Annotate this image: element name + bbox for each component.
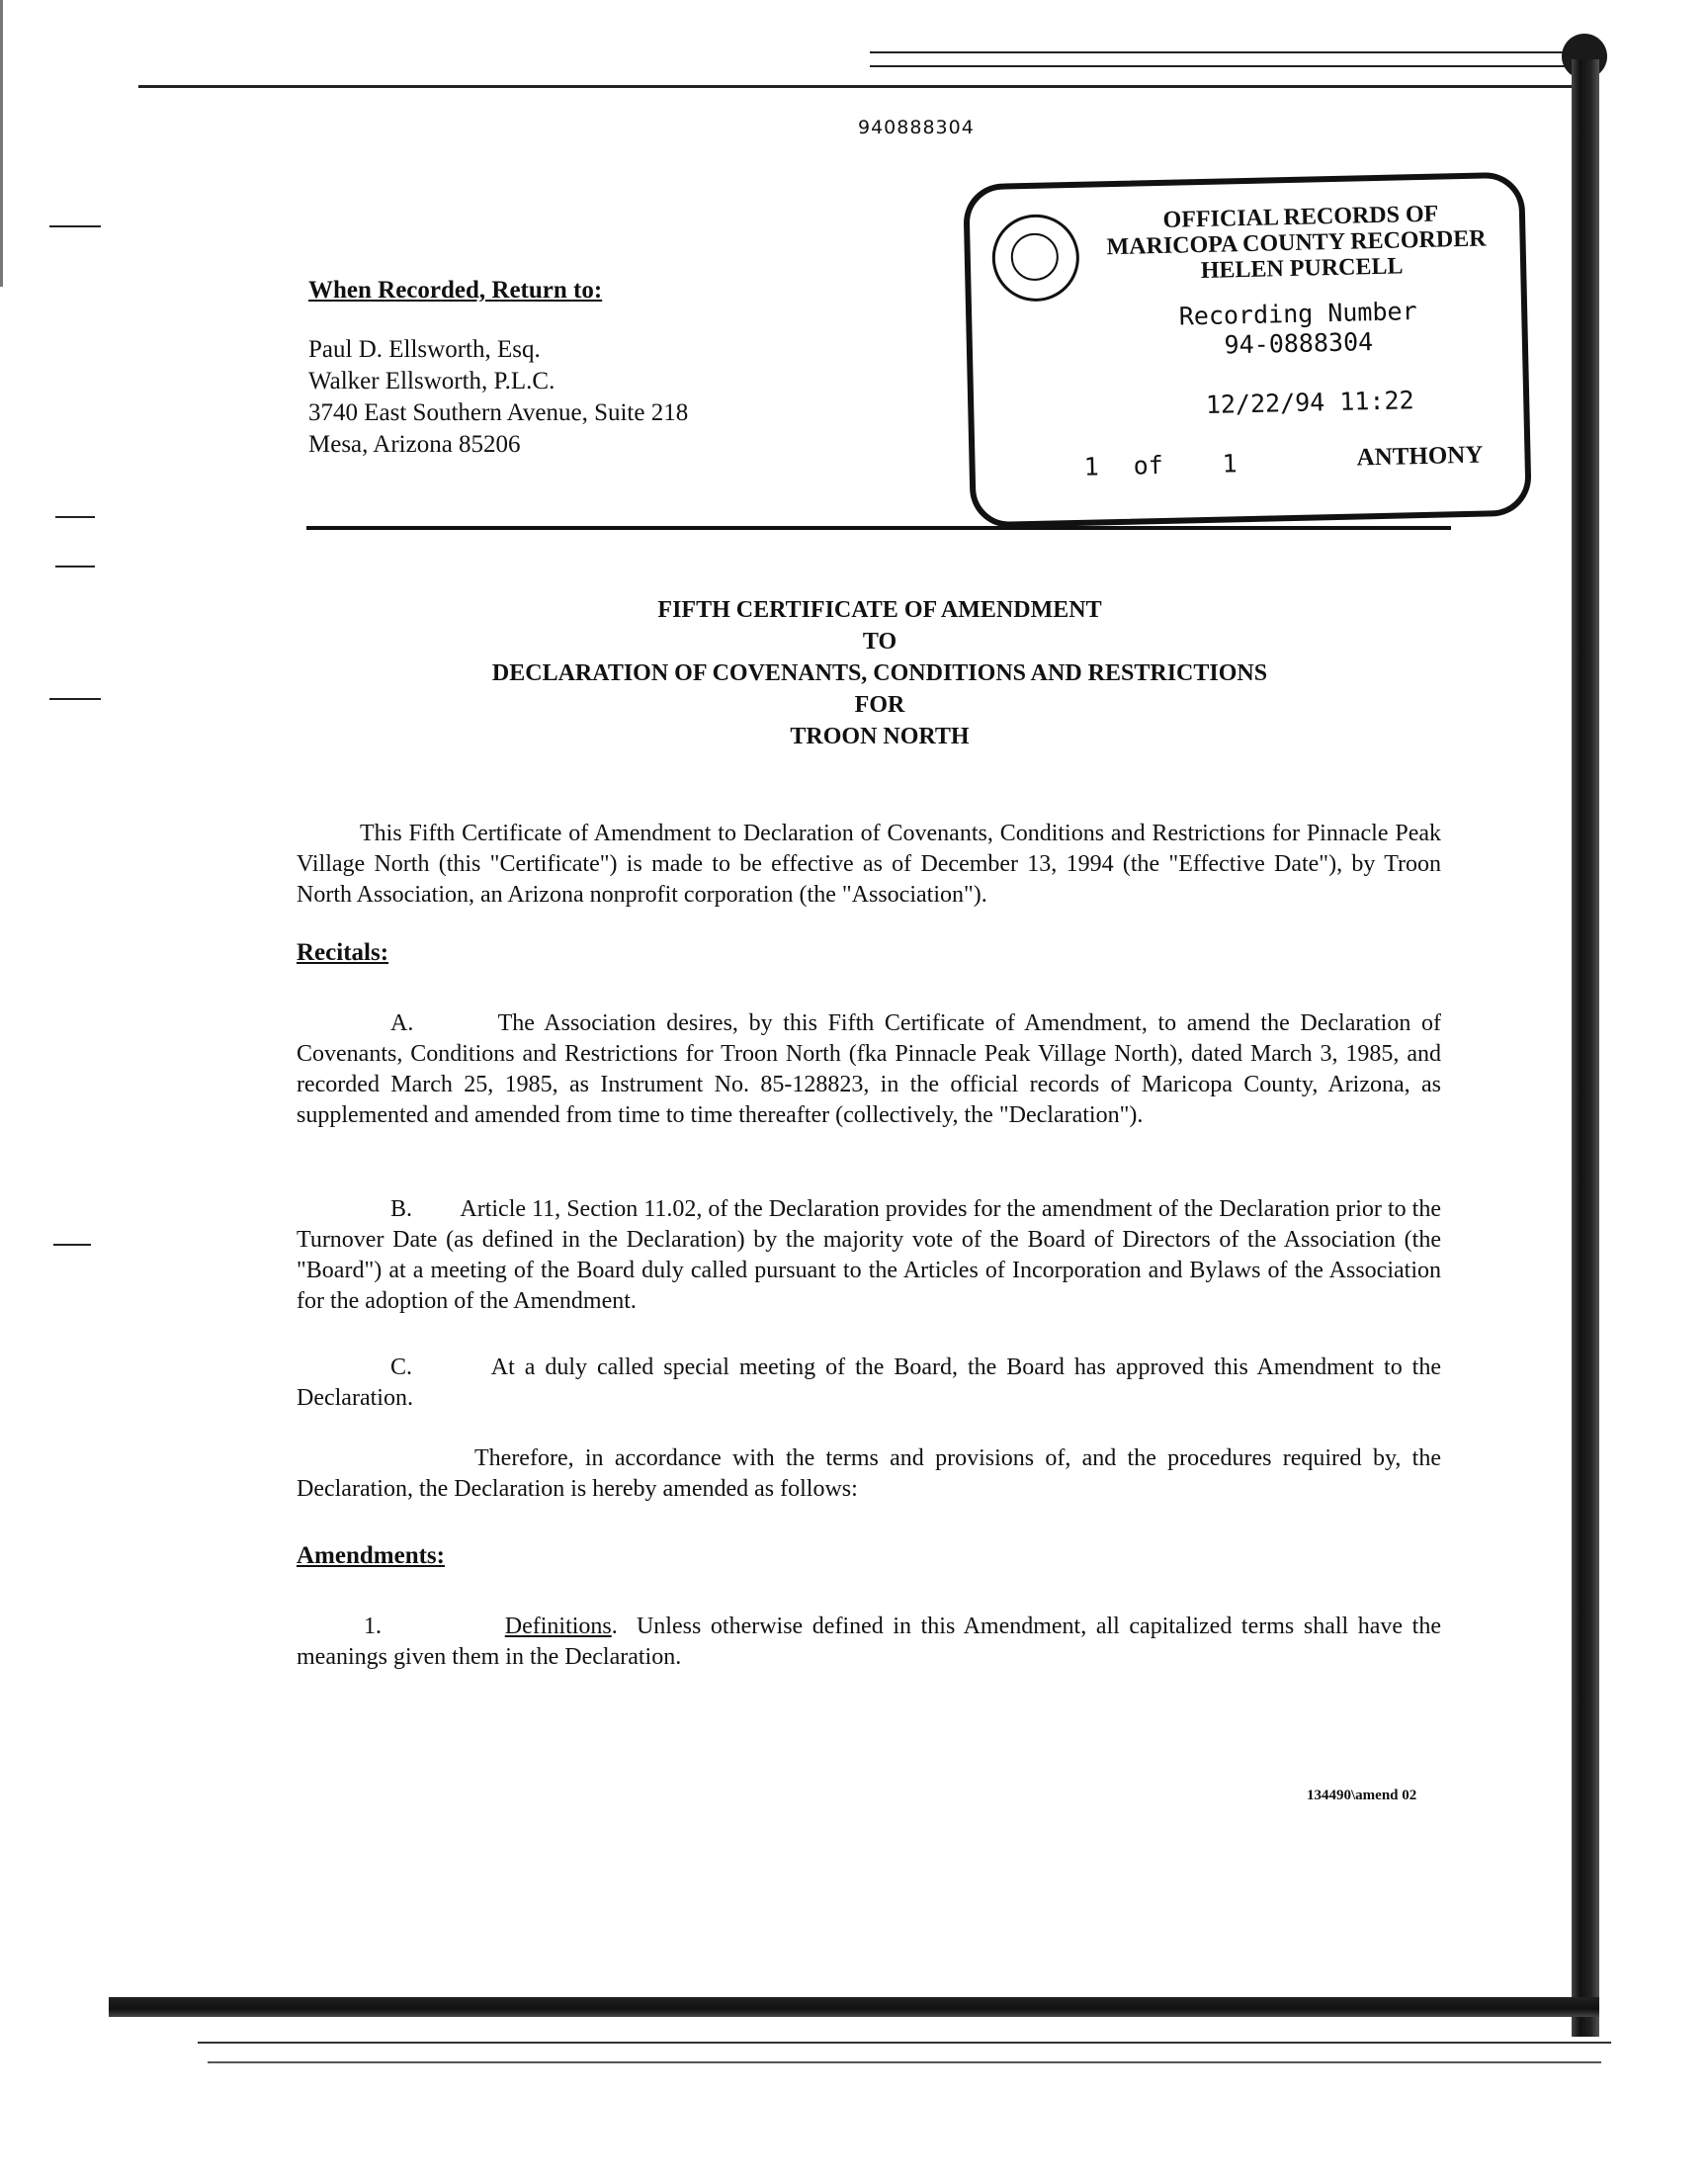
stamp-page-of: of	[1133, 450, 1164, 480]
heading-divider	[306, 526, 1451, 530]
margin-mark	[55, 566, 95, 568]
amendment-paragraph: 1. Definitions. Unless otherwise defined in this Amendment, all capitalized terms shall have the meanings given them in the Declaration.	[297, 1614, 1441, 1670]
recital-text: The Association desires, by this Fifth Certificate of Amendment, to amend the Declaration of Covenants, Conditions and Restrictions for Troon North (fka Pinnacle Peak Village North), dated March 3, 1985, and recorded March 25, 1985, as Instrument No. 85-128823, in the official records of Maricopa County, Arizona, as supplemented and amended from time to time thereafter (collectively, the "Declaration").	[297, 1010, 1442, 1128]
stamp-office-line: OFFICIAL RECORDS OF	[1162, 201, 1439, 233]
address-line: Mesa, Arizona 85206	[308, 431, 521, 458]
page-edge-right	[1572, 59, 1599, 2037]
recital-text: At a duly called special meeting of the Board, the Board has approved this Amendment to the Declaration.	[297, 1354, 1442, 1411]
recital-letter: C.	[390, 1354, 413, 1380]
margin-mark	[49, 225, 101, 227]
recording-number: 94-0888304	[1224, 327, 1374, 360]
recital-paragraph	[297, 1008, 1441, 1131]
document-title-line: FIFTH CERTIFICATE OF AMENDMENT	[657, 597, 1102, 623]
scan-artifact-line	[870, 65, 1581, 67]
document-title-line: TROON NORTH	[790, 724, 970, 749]
document-title-line: FOR	[854, 692, 905, 718]
recitals-label: Recitals:	[297, 939, 389, 966]
stamp-clerk: ANTHONY	[1356, 441, 1484, 472]
return-to-heading: When Recorded, Return to:	[308, 277, 603, 304]
therefore-paragraph: Therefore, in accordance with the terms and provisions of, and the procedures required by, the Declaration, the Declaration is hereby amended as follows:	[297, 1445, 1441, 1502]
footer-file-code: 134490\amend 02	[1307, 1788, 1417, 1803]
page-edge-bottom	[109, 1997, 1599, 2017]
address-line: Paul D. Ellsworth, Esq.	[308, 336, 541, 363]
scan-artifact-line	[208, 2061, 1601, 2063]
address-line: Walker Ellsworth, P.L.C.	[308, 368, 555, 394]
stamp-office-line: HELEN PURCELL	[1200, 253, 1404, 285]
recital-paragraph	[297, 1353, 1441, 1414]
document-number: 940888304	[858, 117, 975, 138]
recorder-stamp	[963, 172, 1532, 529]
stamp-page-total: 1	[1222, 449, 1238, 479]
recital-paragraph	[297, 1194, 1441, 1317]
margin-mark	[53, 1244, 91, 1246]
amendments-label: Amendments:	[297, 1542, 445, 1569]
document-title-line: DECLARATION OF COVENANTS, CONDITIONS AND RESTRICTIONS	[491, 660, 1268, 686]
scan-edge-left	[0, 0, 3, 287]
recital-letter: B.	[390, 1196, 413, 1222]
intro-paragraph: This Fifth Certificate of Amendment to Declaration of Covenants, Conditions and Restrictions for Pinnacle Peak Village North (this "Certificate") is made to be effective as of December 13, 1994 (the "Effective Date"), by Troon North Association, an Arizona nonprofit corporation (the "Association").	[297, 821, 1441, 908]
scan-artifact-line	[198, 2042, 1611, 2044]
recording-datetime: 12/22/94 11:22	[1205, 386, 1414, 419]
stamp-office-line: MARICOPA COUNTY RECORDER	[1106, 225, 1487, 261]
address-line: 3740 East Southern Avenue, Suite 218	[308, 399, 689, 426]
recital-text: Article 11, Section 11.02, of the Declaration provides for the amendment of the Declaration prior to the Turnover Date (as defined in the Declaration) by the majority vote of the Board of Directors of the Association (the "Board") at a meeting of the Board duly called pursuant to the Articles of Incorporation and Bylaws of the Association for the adoption of the Amendment.	[297, 1196, 1441, 1314]
document-title-line: TO	[862, 629, 897, 655]
margin-mark	[49, 698, 101, 700]
amendment-title: Definitions	[504, 1614, 612, 1639]
amendment-number: 1.	[364, 1614, 382, 1639]
county-seal-icon	[991, 214, 1080, 303]
page-edge-top	[138, 85, 1577, 88]
amendment-text: Unless otherwise defined in this Amendment, all capitalized terms shall have the meanings given them in the Declaration.	[297, 1614, 1441, 1670]
recording-number-label: Recording Number	[1178, 297, 1417, 331]
scan-artifact-line	[870, 51, 1581, 53]
stamp-page-number: 1	[1083, 452, 1100, 481]
margin-mark	[55, 516, 95, 518]
recital-letter: A.	[390, 1010, 414, 1036]
